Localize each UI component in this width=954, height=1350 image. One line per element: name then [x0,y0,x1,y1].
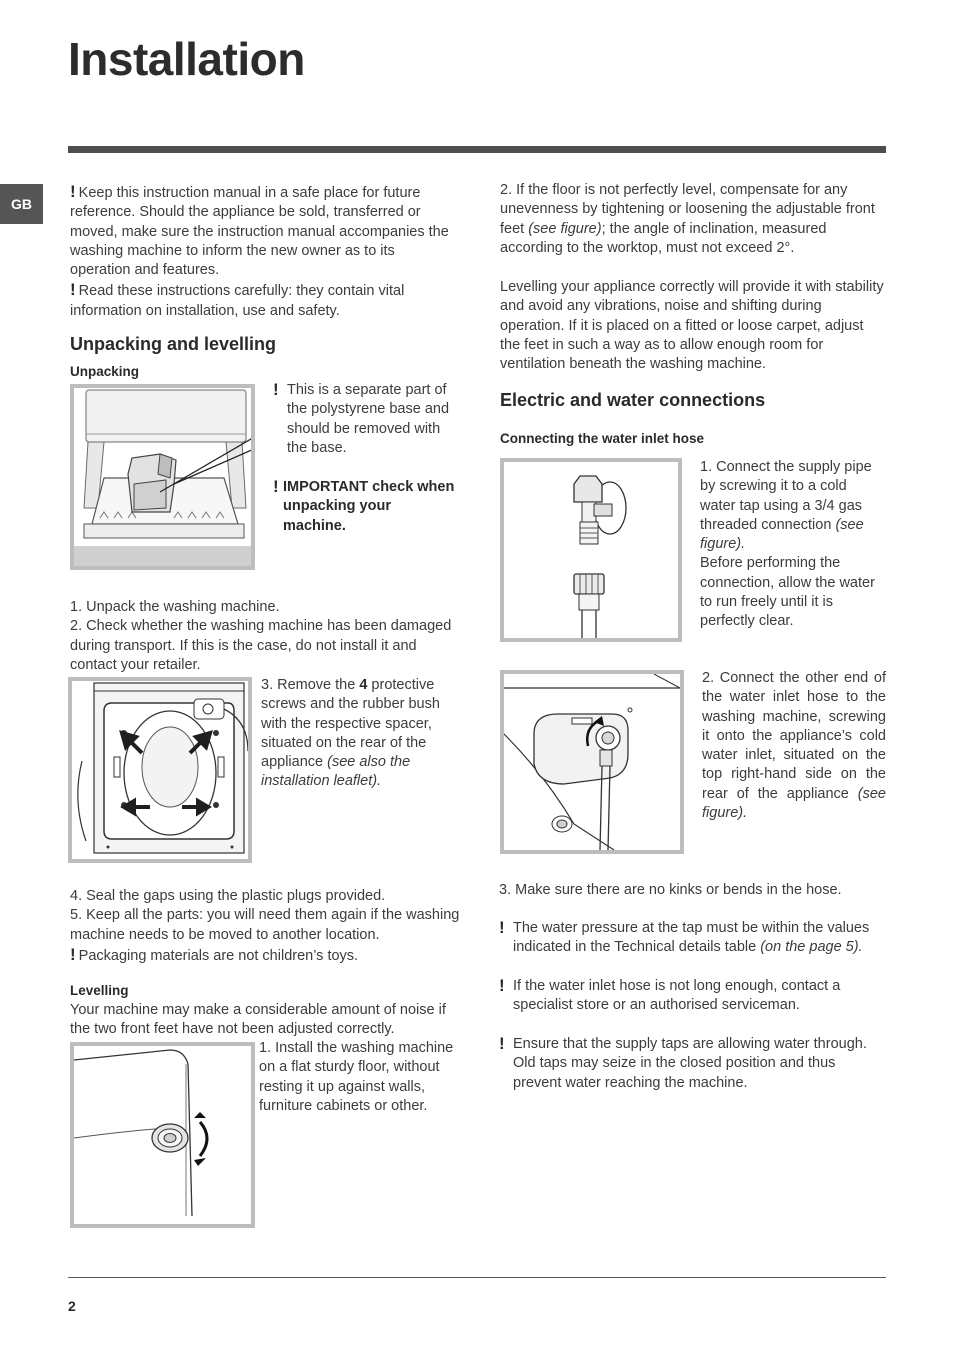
intro-paragraph-2: ! Read these instructions carefully: they contain vital information on installation, use and safety. [70,280,405,319]
exclamation-icon: ! [70,944,76,964]
exclamation-icon: ! [70,182,76,201]
unpacking-figure [70,384,255,570]
footer-rule [68,1277,886,1278]
step-5: 5. Keep all the parts: you will need them again if the washing machine needs to be moved to another location. [70,907,460,943]
exclamation-icon: ! [70,280,76,300]
rear-cold-water-inlet-illustration [504,674,680,850]
water-tap-and-hose-illustration [504,462,678,638]
intro-block [70,182,455,321]
hose-step-1: 1. Connect the supply pipe by screwing it to a cold water tap using a 3/4 gas threaded connection (see figure). Before performing the connection, allow the water to run freely until it is perfectly clear. [700,459,875,630]
title-rule [68,146,886,153]
intro-paragraph-1: ! Keep this instruction manual in a safe place for future reference. Should the appliance be sold, transferred or moved, make sure the instruction manual accompanies the washing machine to inform the new owner as to its operation and features. [70,182,449,279]
levelling-subheading: Levelling [70,983,129,998]
unpack-steps [70,598,458,675]
unpacking-heading: Unpacking and levelling [70,334,277,354]
packaging-note: ! Packaging materials are not children’s toys. [70,944,359,964]
levelling-intro: Your machine may make a considerable amount of noise if the two front feet have not been adjusted correctly. [70,1002,446,1038]
hose-subheading: Connecting the water inlet hose [500,431,705,446]
page-title: Installation [68,33,305,85]
unpacking-subheading: Unpacking [70,364,140,379]
levelling-paragraph: Levelling your appliance correctly will provide it with stability and avoid any vibrations, noise and shifting during operation. If it is placed on a fitted or loose carpet, adjust the feet in such a way as to allow enough room for ventilation beneath the washing machine. [500,279,884,373]
step-3: 3. Remove the 4 protective screws and the rubber bush with the respective spacer, situated on the rear of the appliance (see also the installation leaflet). [261,677,440,790]
exclamation-icon: ! [499,918,505,937]
rear-protective-screws-illustration [72,681,248,859]
step-2: 2. Check whether the washing machine has been damaged during transport. If this is the case, do not install it and contact your retailer. [70,618,452,673]
levelling-step-2: 2. If the floor is not perfectly level, compensate for any unevenness by tightening or loosening the adjustable front feet (see figure); the angle of inclination, measured according to the worktop, must not exceed 2°. [500,182,875,256]
language-tab: GB [0,184,43,224]
levelling-step-1: 1. Install the washing machine on a flat sturdy floor, without resting it up against walls, furniture cabinets or other. [259,1040,454,1114]
tap-figure [500,458,682,642]
exclamation-icon: ! [273,477,279,496]
exclamation-icon: ! [499,1034,505,1053]
exclamation-icon: ! [273,380,279,399]
step-4: 4. Seal the gaps using the plastic plugs provided. [70,888,386,904]
connections-heading: Electric and water connections [500,390,766,410]
exclamation-icon: ! [499,976,505,995]
hose-step-3: 3. Make sure there are no kinks or bends in the hose. [499,882,842,898]
rear-screws-figure [68,677,252,863]
final-unpack-steps [70,887,460,966]
step-1: 1. Unpack the washing machine. [70,599,280,615]
inlet-figure [500,670,684,854]
page-number: 2 [68,1298,76,1314]
adjustable-foot-illustration [74,1046,251,1224]
levelling-figure [70,1042,255,1228]
polystyrene-base-illustration [74,388,251,566]
hose-step-2: 2. Connect the other end of the water inlet hose to the washing machine, screwing it onto the appliance’s cold water inlet, situated on the top right-hand side on the rear of the appliance (see figure). [702,670,886,822]
